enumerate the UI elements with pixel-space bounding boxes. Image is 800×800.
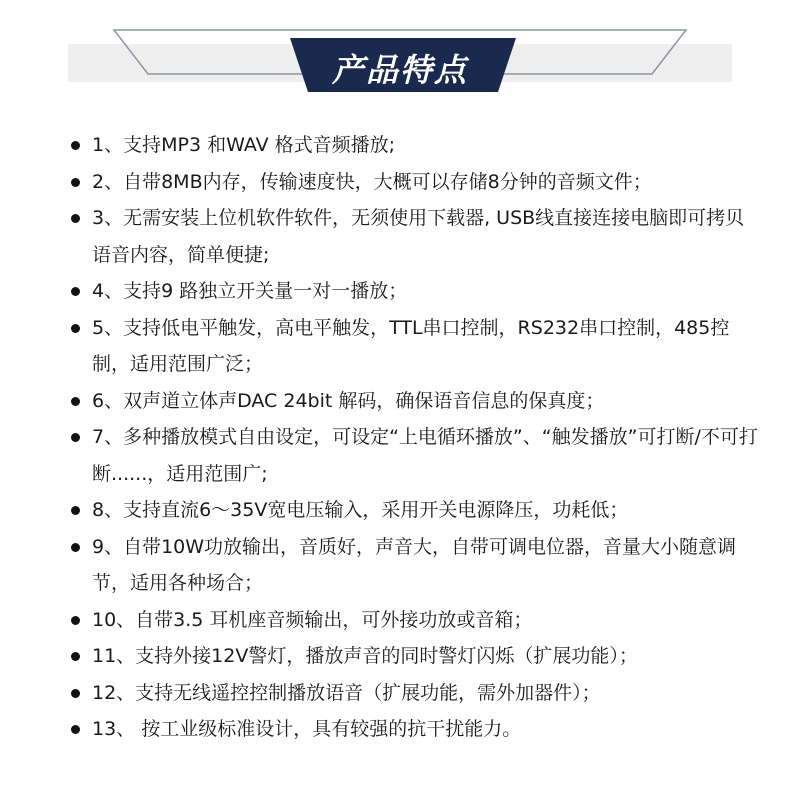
feature-text: 13、 按工业级标准设计，具有较强的抗干扰能力。	[92, 718, 522, 740]
bullet-icon	[71, 652, 80, 661]
feature-item	[68, 127, 758, 164]
feature-text: 8、支持直流6～35V宽电压输入，采用开关电源降压，功耗低；	[92, 499, 629, 521]
bullet-icon	[71, 543, 80, 552]
feature-text: 7、多种播放模式自由设定，可设定“上电循环播放”、“触发播放”可打断/不可打断......，适用范围广;	[92, 426, 758, 485]
feature-list	[68, 127, 758, 748]
feature-item	[68, 383, 758, 420]
feature-item	[68, 492, 758, 529]
bullet-icon	[71, 397, 80, 406]
feature-text: 5、支持低电平触发，高电平触发，TTL串口控制，RS232串口控制，485控制，适用范围广泛；	[92, 316, 730, 375]
bullet-icon	[71, 324, 80, 333]
feature-item	[68, 310, 758, 383]
title-banner	[0, 0, 800, 110]
feature-text: 9、自带10W功放输出，音质好，声音大，自带可调电位器，音量大小随意调节，适用各种场合；	[92, 535, 737, 594]
feature-text: 11、支持外接12V警灯，播放声音的同时警灯闪烁（扩展功能）；	[92, 645, 638, 667]
feature-item	[68, 675, 758, 712]
bullet-icon	[71, 178, 80, 187]
feature-text: 6、双声道立体声DAC 24bit 解码，确保语音信息的保真度；	[92, 389, 605, 412]
feature-item	[68, 602, 758, 639]
feature-text: 12、支持无线遥控控制播放语音（扩展功能，需外加器件）；	[92, 681, 601, 704]
feature-text: 10、自带3.5 耳机座音频输出，可外接功放或音箱；	[92, 608, 533, 631]
feature-text: 4、支持9 路独立开关量一对一播放；	[92, 280, 408, 302]
feature-item	[68, 273, 758, 310]
feature-item	[68, 200, 758, 273]
feature-text: 3、无需安装上位机软件软件，无须使用下载器, USB线直接连接电脑即可拷贝语音内容，简单便捷;	[92, 207, 745, 266]
feature-item	[68, 638, 758, 675]
bullet-icon	[71, 141, 80, 150]
bullet-icon	[71, 287, 80, 296]
bullet-icon	[71, 214, 80, 223]
feature-item	[68, 711, 758, 748]
bullet-icon	[71, 506, 80, 515]
page-title: 产品特点	[331, 51, 468, 89]
feature-item	[68, 529, 758, 602]
feature-text: 2、自带8MB内存，传输速度快，大概可以存储8分钟的音频文件；	[92, 170, 652, 193]
feature-item	[68, 419, 758, 492]
bullet-icon	[71, 725, 80, 734]
bullet-icon	[71, 689, 80, 698]
feature-text: 1、支持MP3 和WAV 格式音频播放;	[92, 134, 396, 156]
bullet-icon	[71, 616, 80, 625]
bullet-icon	[71, 433, 80, 442]
feature-item	[68, 164, 758, 201]
